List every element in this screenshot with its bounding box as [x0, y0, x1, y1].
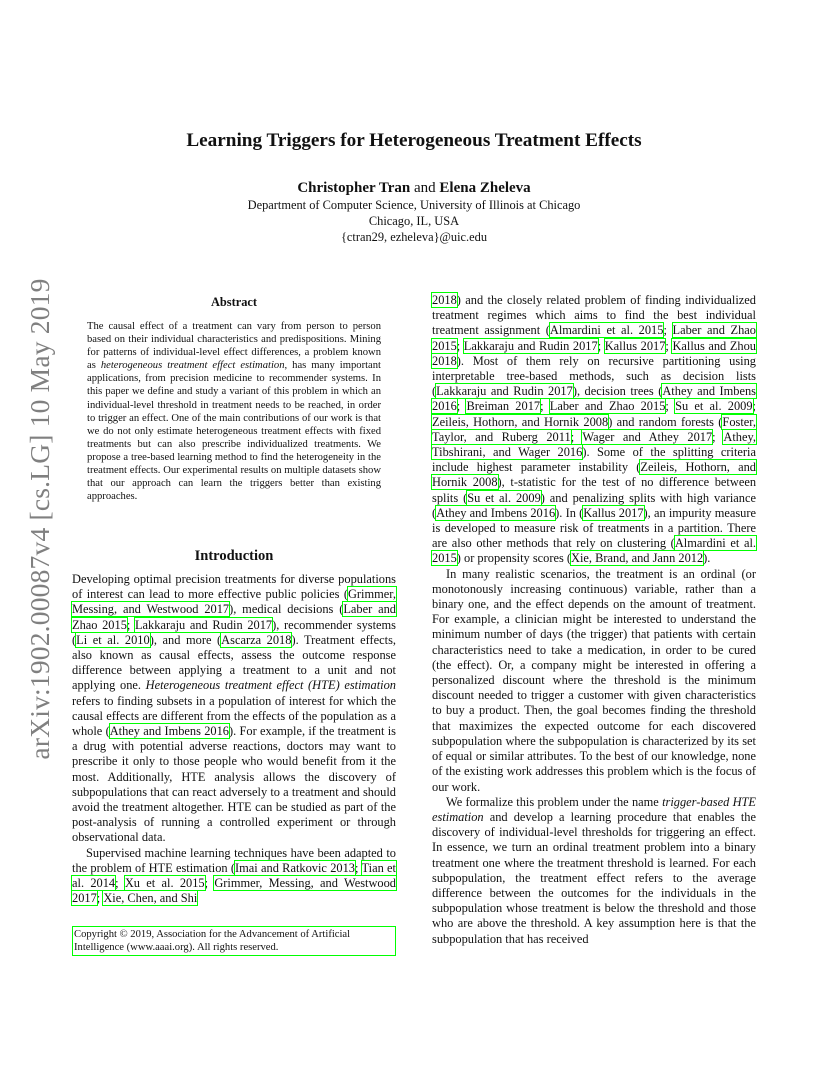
citation-link[interactable]: Foster, Taylor, and Ruberg 2011: [432, 414, 756, 444]
author-2: Elena Zheleva: [439, 180, 531, 196]
right-column-body: [432, 293, 756, 947]
citation-link[interactable]: Kallus 2017: [583, 505, 644, 520]
citation-link[interactable]: 2018: [432, 293, 457, 307]
citation-link[interactable]: Tian et al. 2014: [72, 860, 396, 891]
author-and: and: [414, 180, 436, 196]
right-paragraph-1: 2018) and the closely related problem of finding individualized treatment regimes which aims to find the best individual treatment assignment (Almardini et al. 2015; Laber and Zhao 2015; Lakkaraju and Rudin 2017; Kallus 2017; Kallus and Zhou 2018). Most of them rely on recursive partitioning using interpretable tree-based methods, such as decision lists (Lakkaraju and Rudin 2017), decision trees (Athey and Imbens 2016; Breiman 2017; Laber and Zhao 2015; Su et al. 2009; Zeileis, Hothorn, and Hornik 2008) and random forests (Foster, Taylor, and Ruberg 2011; Wager and Athey 2017; Athey, Tibshirani, and Wager 2016). Some of the splitting criteria include highest parameter instability (Zeileis, Hothorn, and Hornik 2008), t-statistic for the test of no difference between splits (Su et al. 2009) and penalizing splits with high variance (Athey and Imbens 2016). In (Kallus 2017), an impurity measure is developed to measure risk of treatments in a partition. There are also other methods that rely on clustering (Almardini et al. 2015) or propensity scores (Xie, Brand, and Jann 2012).: [432, 293, 757, 566]
introduction-body: [72, 572, 396, 906]
authors: [0, 180, 828, 197]
copyright-notice[interactable]: Copyright © 2019, Association for the Advancement of Artificial Intelligence (www.aaai.org). All rights reserved.: [72, 926, 396, 956]
citation-link[interactable]: Su et al. 2009: [467, 490, 541, 505]
citation-link[interactable]: Imai and Ratkovic 2013: [235, 860, 355, 875]
affiliation: [0, 197, 828, 245]
citation-link[interactable]: Breiman 2017: [466, 399, 541, 414]
right-paragraph-2: In many realistic scenarios, the treatment is an ordinal (or monotonously increasing continuous) variable, rather than a binary one, and the effect depends on the amount of treatment. For example, a clinician might be interested to understand the minimum number of days (the trigger) that patients with certain characteristics need to take a medication, in order to be cured (the effect). Or, a company might be interested in offering a personalized discount where the threshold is the minimum discount needed to trigger a customer with given characteristics to buy a product. Then, the goal becomes finding the threshold that maximizes the expected outcome for each discovered subpopulation where the subpopulation is characterized by its set of equal or similar attributes. To the best of our knowledge, none of the existing work addresses this problem which is the focus of our work.: [432, 566, 756, 794]
citation-link[interactable]: Su et al. 2009: [675, 399, 753, 414]
affiliation-email: {ctran29, ezheleva}@uic.edu: [340, 230, 488, 244]
introduction-heading: Introduction: [194, 548, 274, 564]
citation-link[interactable]: Athey and Imbens 2016: [432, 384, 757, 414]
citation-link[interactable]: Athey and Imbens 2016: [436, 505, 556, 520]
intro-paragraph-1: Developing optimal precision treatments for diverse populations of interest can lead to more effective public policies (Grimmer, Messing, and Westwood 2017), medical decisions (Laber and Zhao 2015; Lakkaraju and Rudin 2017), recommender systems (Li et al. 2010), and more (Ascarza 2018). Treatment effects, also known as causal effects, assess the outcome response difference between applying a treatment to a unit and not applying one. Heterogeneous treatment effect (HTE) estimation refers to finding subsets in a population of interest for which the causal effects are different from the effects of the population as a whole (Athey and Imbens 2016). For example, if the treatment is a drug with potential adverse reactions, doctors may want to prescribe it only to those people who would benefit from it the most. Additionally, HTE analysis allows the discovery of subpopulations that can react adversely to a treatment and should avoid the treatment altogether. HTE can be studied as part of the post-analysis of running a controlled experiment or through observational data.: [72, 572, 396, 845]
citation-link[interactable]: Laber and Zhao 2015: [72, 602, 396, 632]
right-paragraph-3: We formalize this problem under the name trigger-based HTE estimation and develop a learning procedure that enables the discovery of individual-level thresholds for triggering an effect. In essence, we turn an ordinal treatment problem into a binary treatment one where the treatment threshold is learned. For each subpopulation, the treatment effect refers to the average difference between the outcomes for the individuals in the subpopulation whose treatment is below the threshold and those who are above the threshold. A key assumption here is that the subpopulation that has received: [432, 794, 756, 946]
citation-link[interactable]: Almardini et al. 2015: [432, 536, 756, 566]
arxiv-identifier: arXiv:1902.00087v4 [cs.LG] 10 May 2019: [24, 278, 55, 760]
citation-link[interactable]: Laber and Zhao 2015: [549, 399, 666, 414]
affiliation-dept: Department of Computer Science, University of Illinois at Chicago: [247, 198, 581, 212]
citation-link[interactable]: Xie, Chen, and Shi: [103, 891, 198, 906]
citation-link[interactable]: Zeileis, Hothorn, and Hornik 2008: [432, 414, 609, 429]
author-1: Christopher Tran: [297, 180, 411, 196]
citation-link[interactable]: Lakkaraju and Rudin 2017: [134, 617, 273, 632]
citation-link[interactable]: Xie, Brand, and Jann 2012: [571, 551, 704, 566]
citation-link[interactable]: Grimmer, Messing, and Westwood 2017: [72, 587, 396, 617]
citation-link[interactable]: Grimmer, Messing, and Westwood 2017: [72, 876, 396, 906]
abstract-body: The causal effect of a treatment can vary from person to person based on their individual characteristics and predispositions. Mining for patterns of individual-level effect differences, a problem known as heterogeneous treatment effect estimation, has many important applications, from precision medicine to recommender systems. In this paper we define and study a variant of this problem in which an individual-level threshold in treatment needs to be reached, in order to trigger an effect. One of the main contributions of our work is that we do not only estimate heterogeneous treatment effects with fixed treatments but can also prescribe individualized treatments. We propose a tree-based learning method to find the heterogeneity in the treatment effects. Our experimental results on multiple datasets show that our approach can learn the triggers better than existing approaches.: [87, 321, 381, 503]
citation-link[interactable]: Kallus 2017: [604, 338, 666, 353]
citation-link[interactable]: Zeileis, Hothorn, and Hornik 2008: [432, 460, 756, 490]
intro-paragraph-2: Supervised machine learning techniques have been adapted to the problem of HTE estimation (Imai and Ratkovic 2013; Tian et al. 2014; Xu et al. 2015; Grimmer, Messing, and Westwood 2017; Xie, Chen, and Shi: [72, 845, 396, 906]
citation-link[interactable]: Almardini et al. 2015: [549, 323, 664, 338]
paper-title: Learning Triggers for Heterogeneous Treatment Effects: [186, 130, 642, 151]
citation-link[interactable]: Wager and Athey 2017: [582, 429, 713, 444]
abstract-heading: Abstract: [210, 295, 258, 309]
citation-link[interactable]: Lakkaraju and Rudin 2017: [436, 384, 573, 399]
citation-link[interactable]: Lakkaraju and Rudin 2017: [463, 338, 598, 353]
citation-link[interactable]: Athey, Tibshirani, and Wager 2016: [432, 429, 756, 460]
citation-link[interactable]: Laber and Zhao 2015: [432, 323, 756, 353]
citation-link[interactable]: Xu et al. 2015: [124, 876, 205, 891]
citation-link[interactable]: Ascarza 2018: [221, 632, 292, 647]
citation-link[interactable]: Li et al. 2010: [76, 632, 150, 647]
citation-link[interactable]: Kallus and Zhou 2018: [432, 338, 756, 368]
citation-link[interactable]: Athey and Imbens 2016: [109, 724, 229, 739]
affiliation-city: Chicago, IL, USA: [368, 214, 460, 228]
